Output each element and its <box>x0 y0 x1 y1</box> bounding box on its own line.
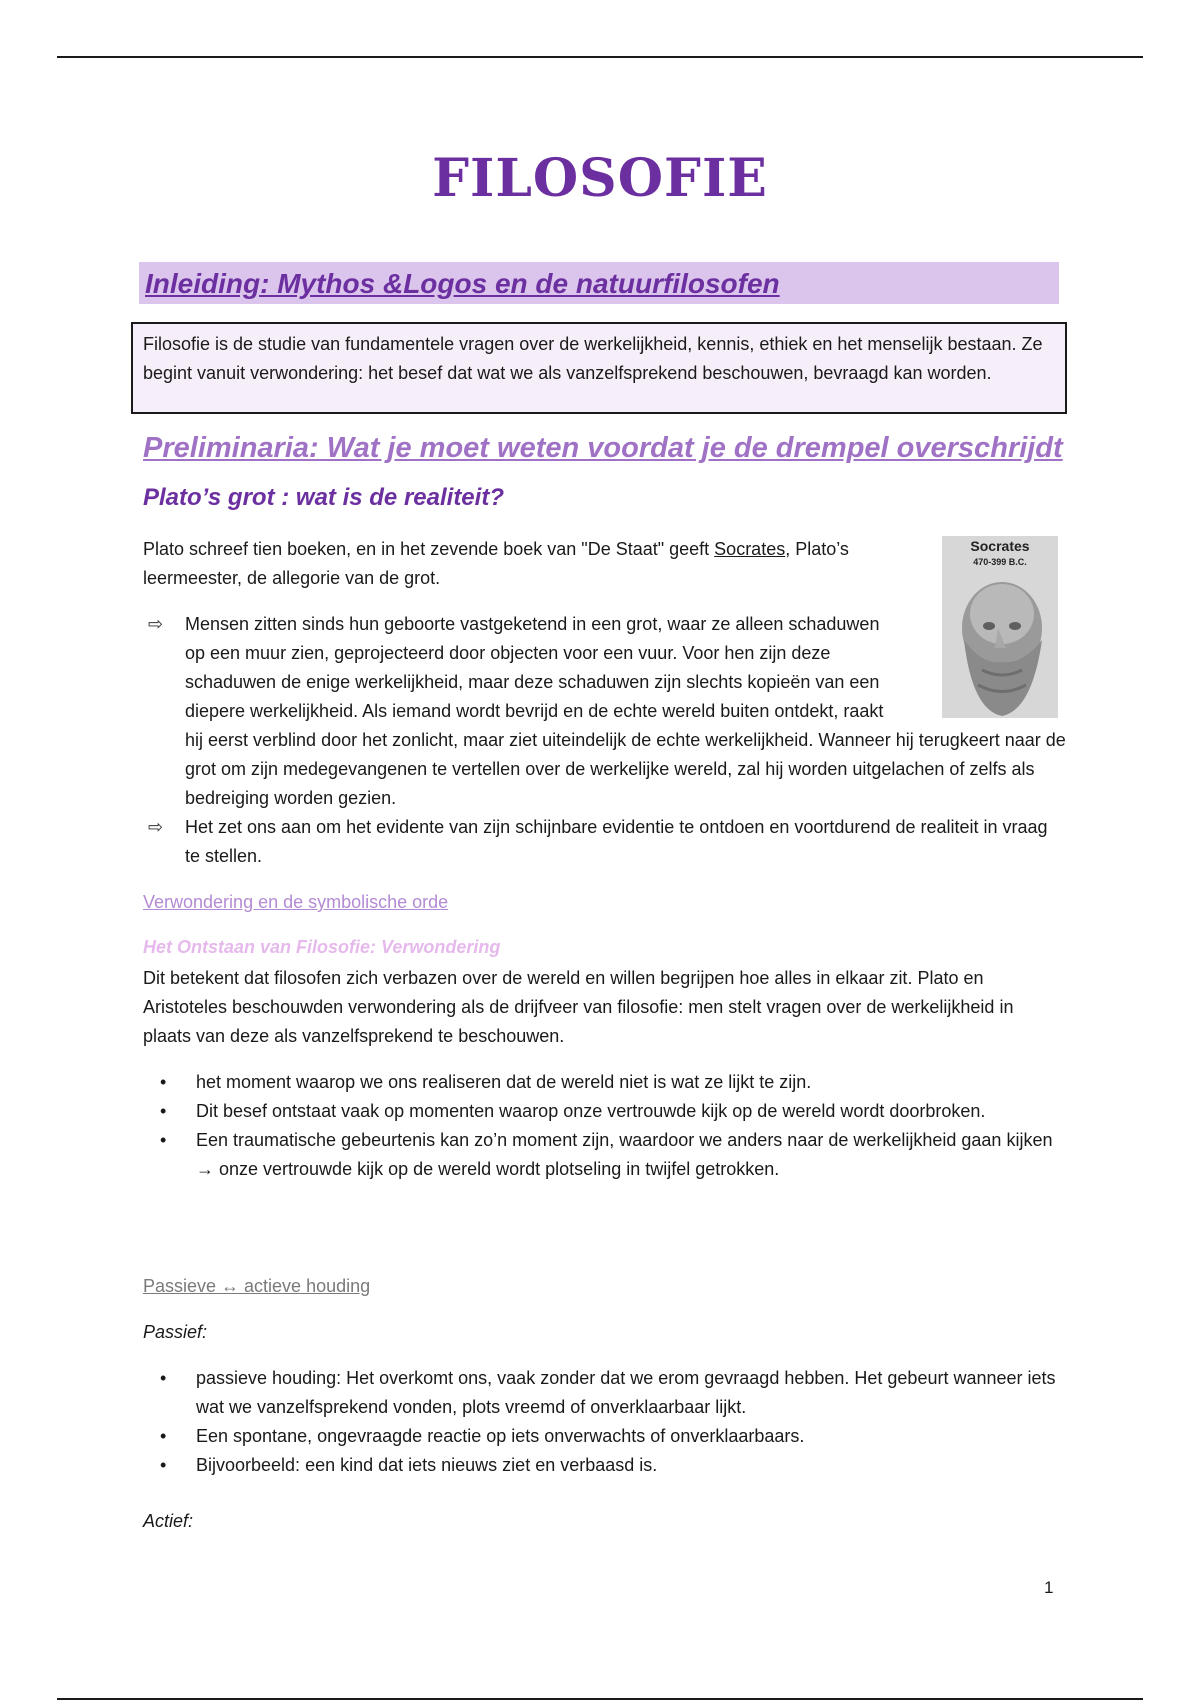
section-heading: Inleiding: Mythos &Logos en de natuurfilosofen <box>145 268 780 299</box>
page-number: 1 <box>1044 1578 1054 1597</box>
top-rule <box>57 56 1143 58</box>
document-title: FILOSOFIE <box>432 148 768 209</box>
list-item: • het moment waarop we ons realiseren dat de wereld niet is wat ze lijkt te zijn. <box>160 1068 1065 1097</box>
preliminaria-heading: Preliminaria: Wat je moet weten voordat je de drempel overschrijdt <box>143 432 1063 464</box>
portrait-name: Socrates <box>970 538 1030 554</box>
plato-paragraph: Plato schreef tien boeken, en in het zevende boek van "De Staat" geeft Socrates, Plato’s leermeester, de allegorie van de grot. <box>143 539 849 588</box>
portrait-spacer <box>895 610 1085 726</box>
passief-label: Passief: <box>143 1322 208 1342</box>
verwondering-heading[interactable]: Verwondering en de symbolische orde <box>143 892 449 912</box>
actief-label: Actief: <box>143 1511 194 1531</box>
verwondering-bullets <box>160 1068 1065 1184</box>
arrow-right-icon: ⇨ <box>148 817 164 837</box>
cave-arrow-list <box>148 610 1066 871</box>
list-item: • Een traumatische gebeurtenis kan zo’n moment zijn, waardoor we anders naar de werkelijkheid gaan kijken → onze vertrouwde kijk op de wereld wordt plotseling in twijfel getrokken. <box>160 1126 1065 1184</box>
list-item: • Dit besef ontstaat vaak op momenten waarop onze vertrouwde kijk op de wereld wordt doorbroken. <box>160 1097 1065 1126</box>
section-heading-bar <box>139 262 1059 304</box>
verwondering-paragraph: Dit betekent dat filosofen zich verbazen over de wereld en willen begrijpen hoe alles in elkaar zit. Plato en Aristoteles beschouwden verwondering als de drijfveer van filosofie: men stelt vragen over de werkelijkheid in plaats van deze als vanzelfsprekend te beschouwen. <box>143 968 1014 1046</box>
portrait-years: 470-399 B.C. <box>973 557 1027 567</box>
socrates-link[interactable]: Socrates <box>714 539 786 559</box>
ontstaan-heading: Het Ontstaan van Filosofie: Verwondering <box>143 937 501 957</box>
list-item: • passieve houding: Het overkomt ons, vaak zonder dat we erom gevraagd hebben. Het gebeurt wanneer iets wat we vanzelfsprekend vonden, plots vreemd of onverklaarbaar lijkt. <box>160 1364 1065 1422</box>
arrow-list-item: ⇨ Het zet ons aan om het evidente van zijn schijnbare evidentie te ontdoen en voortdurend de realiteit in vraag te stellen. <box>148 813 1048 871</box>
list-item: • Bijvoorbeeld: een kind dat iets nieuws ziet en verbaasd is. <box>160 1451 1065 1480</box>
arrow-list-item: ⇨ Mensen zitten sinds hun geboorte vastgeketend in een grot, waar ze alleen schaduwen op een muur zien, geprojecteerd door objecten voor een vuur. Voor hen zijn deze schaduwen de enige werkelijkheid, maar deze schaduwen zijn slechts kopieën van een diepere werkelijkheid. Als iemand wordt bevrijd en de echte wereld buiten ontdekt, raakt hij eerst verblind door het zonlicht, maar ziet uiteindelijk de echte werkelijkheid. Wanneer hij terugkeert naar de grot om zijn medegevangenen te vertellen over de werkelijke wereld, zal hij worden uitgelachen of zelfs als bedreiging worden gezien. <box>148 610 1085 813</box>
list-item: • Een spontane, ongevraagde reactie op iets onverwachts of onverklaarbaars. <box>160 1422 1065 1451</box>
intro-box: Filosofie is de studie van fundamentele vragen over de werkelijkheid, kennis, ethiek en het menselijk bestaan. Ze begint vanuit verwondering: het besef dat wat we als vanzelfsprekend beschouwen, bevraagd kan worden. <box>131 322 1067 414</box>
arrow-right-icon: ⇨ <box>148 614 164 634</box>
portrait-caption <box>942 538 1058 570</box>
houding-heading[interactable]: Passieve ↔ actieve houding <box>143 1276 371 1296</box>
passief-bullets <box>160 1364 1065 1480</box>
plato-cave-heading: Plato’s grot : wat is de realiteit? <box>143 484 504 511</box>
